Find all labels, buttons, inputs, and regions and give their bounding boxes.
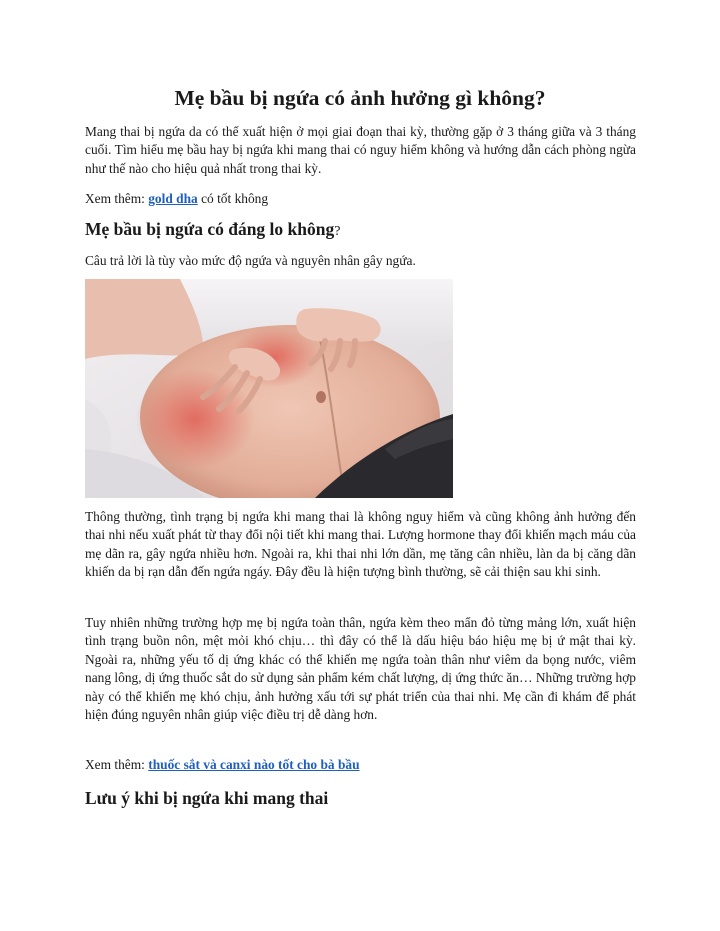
section-heading-notes: Lưu ý khi bị ngứa khi mang thai bbox=[85, 788, 329, 808]
see-more-prefix: Xem thêm: bbox=[85, 757, 145, 772]
iron-calcium-link[interactable]: thuốc sắt và canxi nào tốt cho bà bầu bbox=[148, 757, 360, 772]
intro-paragraph: Mang thai bị ngứa da có thể xuất hiện ở mọi giai đoạn thai kỳ, thường gặp ở 3 tháng giữa và 3 tháng cuối. Tìm hiểu mẹ bầu hay bị ngứa khi mang thai có nguy hiểm không và hướng dẫn cách phòng ngừa như thế nào cho hiệu quả nhất trong thai kỳ. bbox=[85, 124, 636, 176]
see-more-prefix: Xem thêm: bbox=[85, 191, 145, 206]
section-heading-text: Mẹ bầu bị ngứa có đáng lo không bbox=[85, 219, 335, 239]
body-paragraph-normal-itching: Thông thường, tình trạng bị ngứa khi mang thai là không nguy hiểm và cũng không ảnh hưởng đến thai nhi nếu xuất phát từ thay đổi nội tiết khi mang thai. Lượng hormone thay đổi khiến mạch máu của mẹ dãn ra, gây ngứa nhiều hơn. Ngoài ra, khi thai nhi lớn dần, mẹ tăng cân nhiều, làn da bị căng dãn khiến da bị rạn dẫn đến ngứa ngáy. Đây đều là hiện tượng bình thường, sẽ cải thiện sau khi sinh. bbox=[85, 509, 636, 580]
page-title: Mẹ bầu bị ngứa có ảnh hưởng gì không? bbox=[174, 86, 546, 110]
see-more-line-1 bbox=[85, 190, 636, 208]
section-heading-question-mark: ? bbox=[334, 224, 341, 239]
gold-dha-link[interactable]: gold dha bbox=[148, 191, 198, 206]
see-more-suffix: có tốt không bbox=[201, 191, 269, 206]
section-heading-worry bbox=[85, 217, 340, 244]
answer-line: Câu trả lời là tùy vào mức độ ngứa và nguyên nhân gây ngứa. bbox=[85, 253, 416, 268]
pregnant-belly-photo bbox=[85, 279, 453, 498]
body-paragraph-warning-signs: Tuy nhiên những trường hợp mẹ bị ngứa toàn thân, ngứa kèm theo mẩn đỏ từng mảng lớn, xuất hiện tình trạng buồn nôn, mệt mỏi khó chịu… thì đây có thể là dấu hiệu báo hiệu mẹ bị ứ mật thai kỳ. Ngoài ra, những yếu tố dị ứng khác có thể khiến mẹ ngứa toàn thân như viêm da bọng nước, viêm nang lông, dị ứng thuốc sắt do sử dụng sản phẩm kém chất lượng, dị ứng thức ăn… Những trường hợp này có thể khiến mẹ khó chịu, ảnh hưởng xấu tới sự phát triển của thai nhi. Mẹ cần đi khám để phát hiện đúng nguyên nhân giúp việc điều trị dễ dàng hơn. bbox=[85, 615, 636, 723]
see-more-line-2 bbox=[85, 756, 636, 774]
